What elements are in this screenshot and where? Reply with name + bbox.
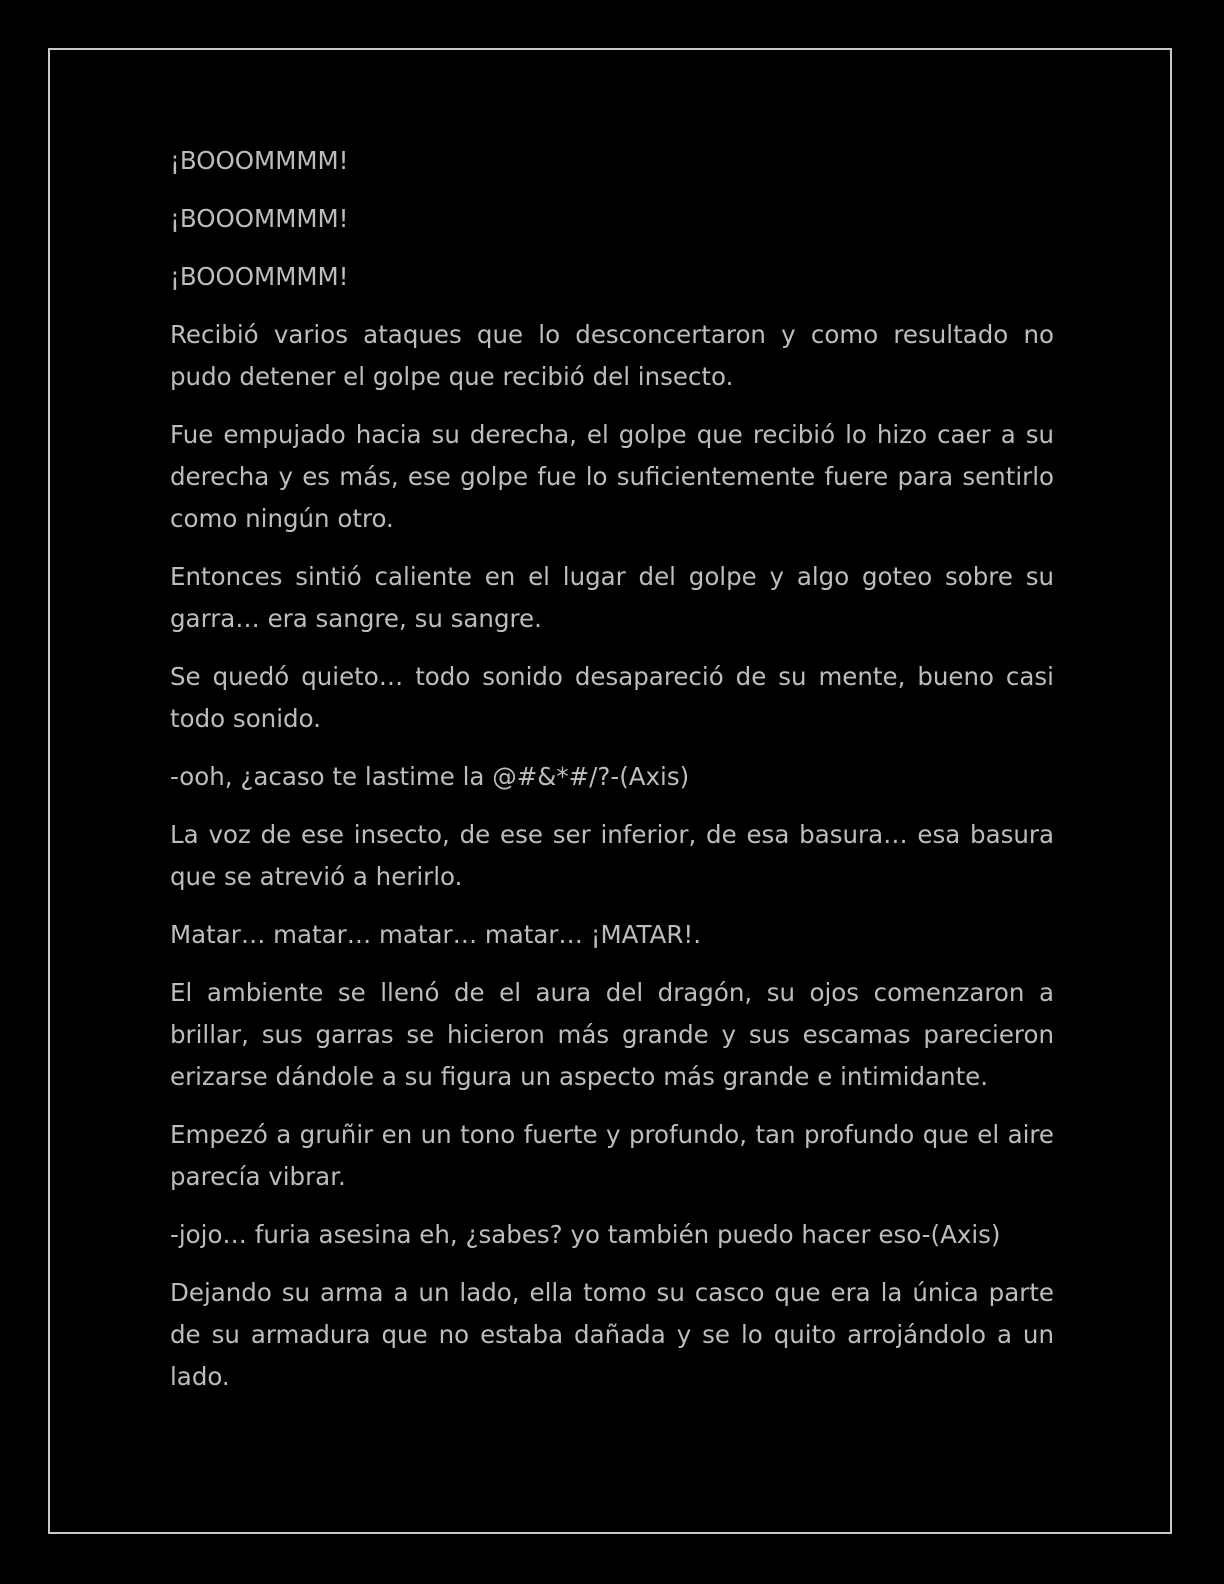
paragraph: Fue empujado hacia su derecha, el golpe que recibió lo hizo caer a su derecha y es más, ese golpe fue lo suficientemente fuere para sentirlo como ningún otro.: [170, 420, 1054, 533]
paragraph: ¡BOOOMMMM!: [170, 204, 349, 233]
dialogue-line: -ooh, ¿acaso te lastime la @#&*#/?-(Axis): [170, 762, 690, 791]
paragraph: Se quedó quieto… todo sonido desapareció de su mente, bueno casi todo sonido.: [170, 662, 1054, 733]
story-text: [170, 140, 1054, 1414]
paragraph: ¡BOOOMMMM!: [170, 262, 349, 291]
dialogue-line: -jojo… furia asesina eh, ¿sabes? yo también puedo hacer eso-(Axis): [170, 1220, 1001, 1249]
paragraph: Matar… matar… matar… matar… ¡MATAR!.: [170, 920, 701, 949]
paragraph: Empezó a gruñir en un tono fuerte y profundo, tan profundo que el aire parecía vibrar.: [170, 1120, 1054, 1191]
paragraph: ¡BOOOMMMM!: [170, 146, 349, 175]
paragraph: Recibió varios ataques que lo desconcertaron y como resultado no pudo detener el golpe que recibió del insecto.: [170, 320, 1054, 391]
paragraph: Entonces sintió caliente en el lugar del golpe y algo goteo sobre su garra… era sangre, su sangre.: [170, 562, 1054, 633]
paragraph: Dejando su arma a un lado, ella tomo su casco que era la única parte de su armadura que no estaba dañada y se lo quito arrojándolo a un lado.: [170, 1278, 1054, 1391]
paragraph: La voz de ese insecto, de ese ser inferior, de esa basura… esa basura que se atrevió a herirlo.: [170, 820, 1054, 891]
paragraph: El ambiente se llenó de el aura del dragón, su ojos comenzaron a brillar, sus garras se hicieron más grande y sus escamas parecieron erizarse dándole a su figura un aspecto más grande e intimidante.: [170, 978, 1054, 1091]
